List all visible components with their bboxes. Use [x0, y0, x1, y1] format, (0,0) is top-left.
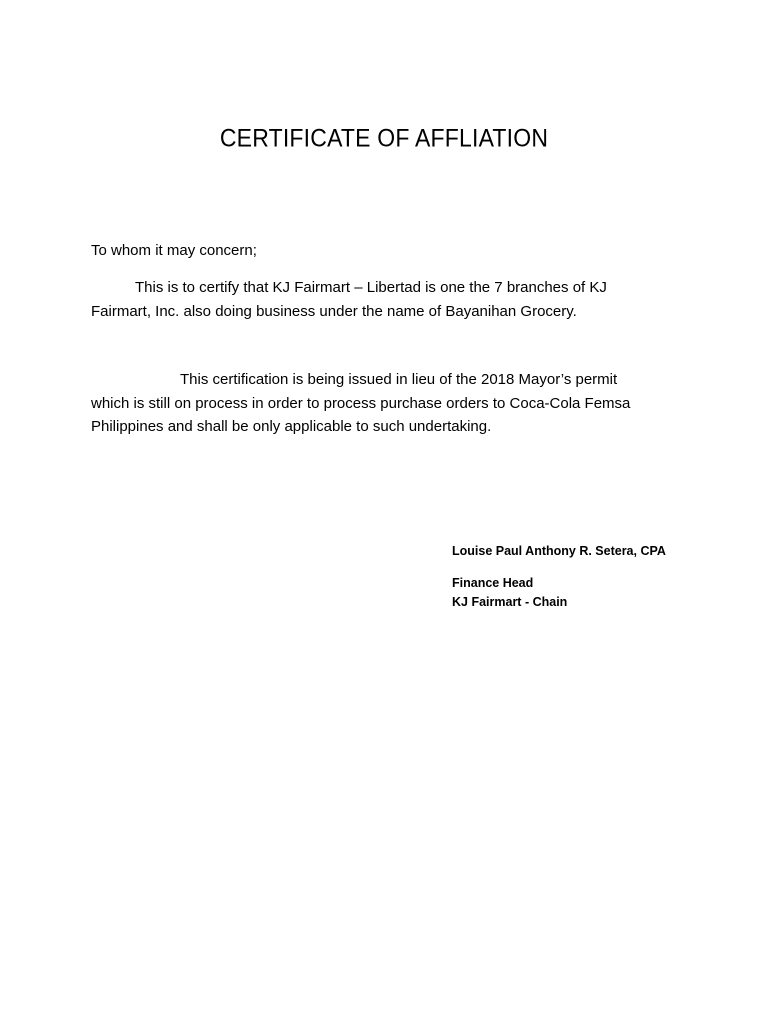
signatory-name: Louise Paul Anthony R. Setera, CPA [452, 544, 666, 558]
body-paragraph-purpose: This certification is being issued in lieu of the 2018 Mayor’s permit which is still on process in order to process purchase orders to Coca-Cola Femsa Philippines and shall be only applicable to such undertaking. [91, 371, 631, 435]
salutation: To whom it may concern; [91, 242, 257, 259]
signature-block [452, 542, 666, 612]
document-title: CERTIFICATE OF AFFLIATION [219, 123, 549, 153]
body-paragraph-affiliation: This is to certify that KJ Fairmart – Libertad is one the 7 branches of KJ Fairmart, Inc. also doing business under the name of Bayanihan Grocery. [91, 279, 607, 320]
signatory-position: Finance Head [452, 576, 534, 590]
signatory-organization: KJ Fairmart - Chain [452, 595, 568, 609]
